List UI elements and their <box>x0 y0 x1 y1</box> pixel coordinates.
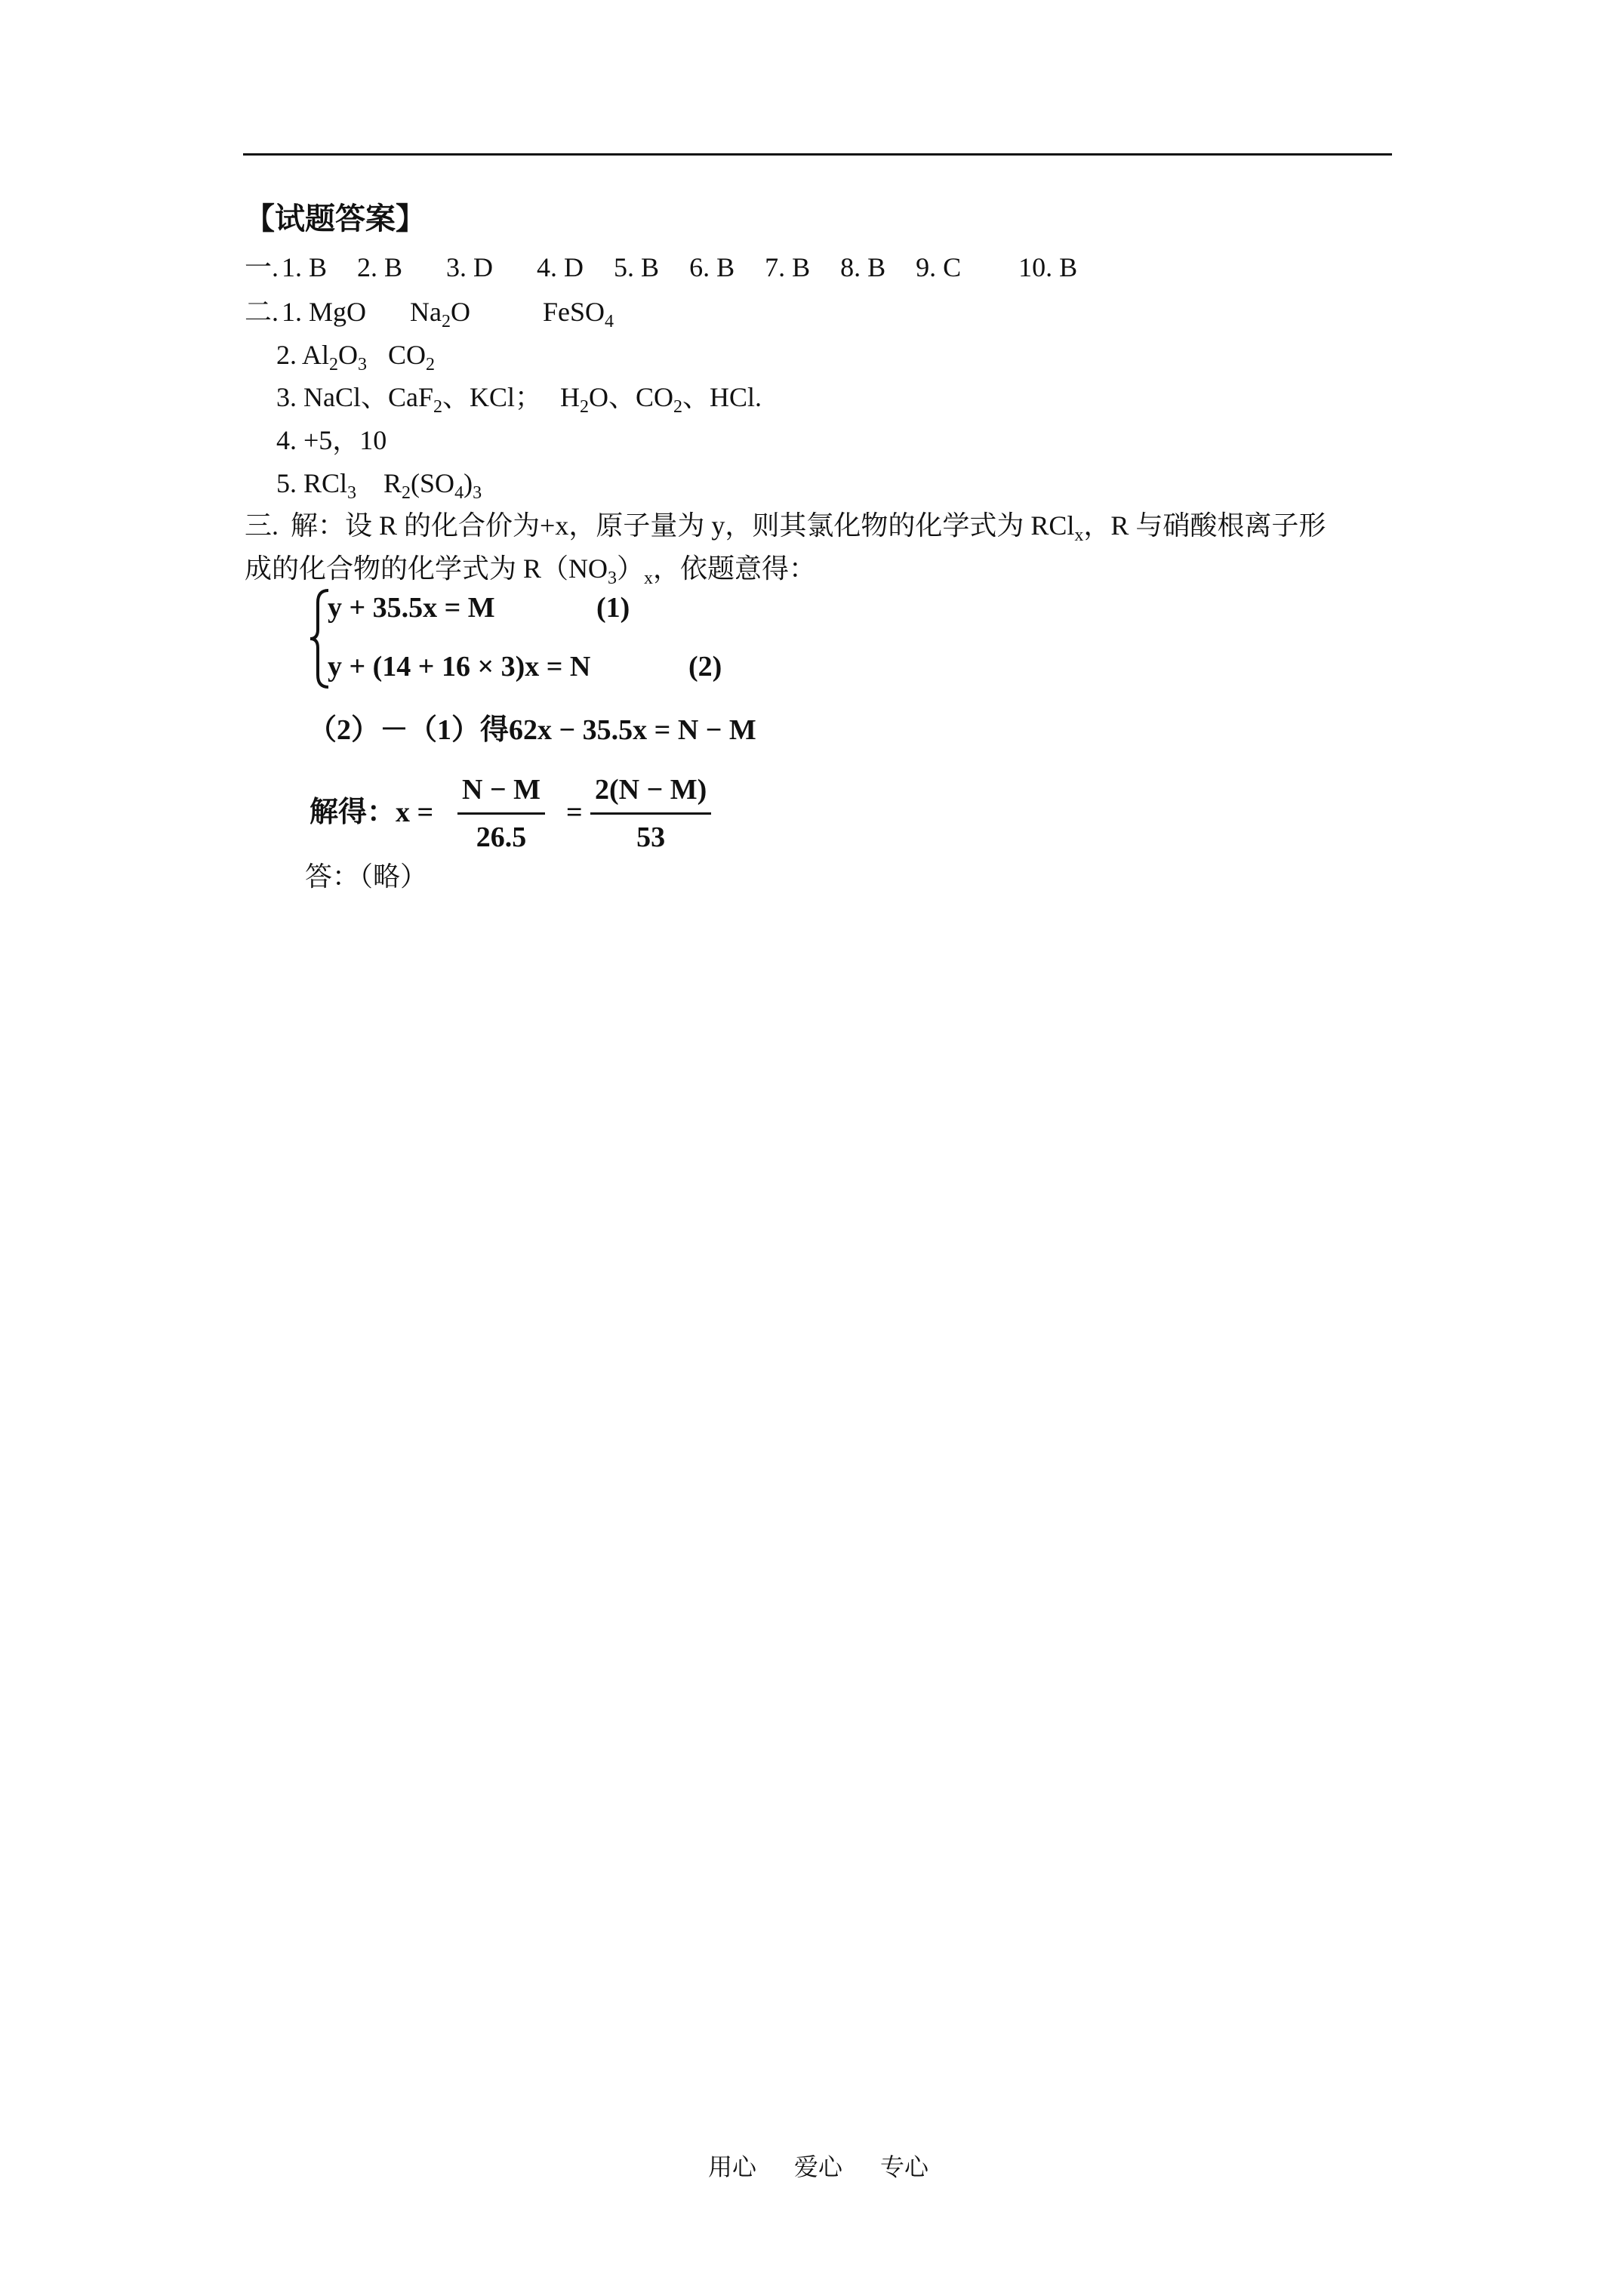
equation-2: y + (14 + 16 × 3)x = N <box>328 651 591 683</box>
fraction-1-denominator: 26.5 <box>476 821 527 853</box>
footer-text-3: 专心 <box>880 2153 929 2180</box>
section2-q4 <box>276 427 387 454</box>
mc-answer-5: 5. B <box>614 252 660 282</box>
section1-prefix: 一. <box>245 252 279 282</box>
subtraction-label: （2）－（1）得 <box>308 714 510 746</box>
fraction-1-numerator: N − M <box>457 773 545 815</box>
section3-line2: 成的化合物的化学式为 $R(NO_3)_x$，依题意得： <box>245 553 817 588</box>
mc-answer-3: 3. D <box>446 252 494 282</box>
formula-al2o3: $Al_2O_3$ <box>302 340 368 374</box>
mc-answer-7: 7. B <box>765 252 811 282</box>
final-answer: 答：（略） <box>305 861 428 892</box>
q2-number: 2. <box>276 340 297 370</box>
formula-co2: $CO_2$ <box>388 340 436 374</box>
section2-prefix: 二. <box>245 297 279 327</box>
equation-1: y + 35.5x = M <box>328 592 495 624</box>
footer-text-1: 用心 <box>708 2153 757 2180</box>
q5-number: 5. <box>276 468 297 498</box>
mc-answer-2: 2. B <box>357 252 403 282</box>
footer-text-2: 爱心 <box>794 2153 843 2180</box>
answers-heading: 【试题答案】 <box>245 202 426 236</box>
section2-q2 <box>276 340 436 374</box>
q3-number: 3. <box>276 382 297 412</box>
equation-1-tag: (1) <box>596 592 630 624</box>
mc-answer-9: 9. C <box>916 252 962 282</box>
equals-sign: = <box>566 797 583 828</box>
mc-answer-4: 4. D <box>537 252 584 282</box>
q4-answer: +5，10 <box>303 425 387 455</box>
subtraction-line <box>308 716 756 744</box>
mc-answer-1: 1. B <box>282 252 328 282</box>
formula-na2o: $Na_2O$ <box>410 297 471 331</box>
ionic-compounds: NaCl、CaF$_2$、KCl； <box>303 382 543 417</box>
header-rule <box>243 153 1392 156</box>
formula-r2so43: $R_2(SO_4)_3$ <box>383 468 482 503</box>
subtraction-equation: 62x − 35.5x = N − M <box>509 714 756 746</box>
q4-number: 4. <box>276 425 297 455</box>
mc-answer-10: 10. B <box>1018 252 1078 282</box>
mc-answer-6: 6. B <box>689 252 735 282</box>
mc-answer-8: 8. B <box>840 252 886 282</box>
section2-q3 <box>276 382 762 417</box>
section2-q1 <box>245 297 614 331</box>
fraction-2-numerator: 2(N − M) <box>590 773 711 815</box>
section2-q5 <box>276 468 482 503</box>
section1-line <box>245 254 1077 281</box>
equation-2-tag: (2) <box>688 651 722 683</box>
fraction-1 <box>457 773 545 854</box>
solve-label: 解得：x = <box>310 797 434 828</box>
formula-rcl3: RCl$_3$ <box>303 468 357 503</box>
section3-prefix: 三. <box>245 510 279 541</box>
q1-number: 1. <box>282 297 303 327</box>
formula-feso4: FeSO$_4$ <box>543 297 614 331</box>
formula-mgo: MgO <box>309 297 367 327</box>
fraction-2 <box>590 773 711 854</box>
covalent-compounds: $H_2O$、$CO_2$、HCl. <box>560 382 762 417</box>
fraction-2-denominator: 53 <box>636 821 666 853</box>
section3-line1: 三. 解：设 R 的化合价为+x，原子量为 y，则其氯化物的化学式为 RCl$_x$，R 与硝酸根离子形 <box>245 510 1326 545</box>
